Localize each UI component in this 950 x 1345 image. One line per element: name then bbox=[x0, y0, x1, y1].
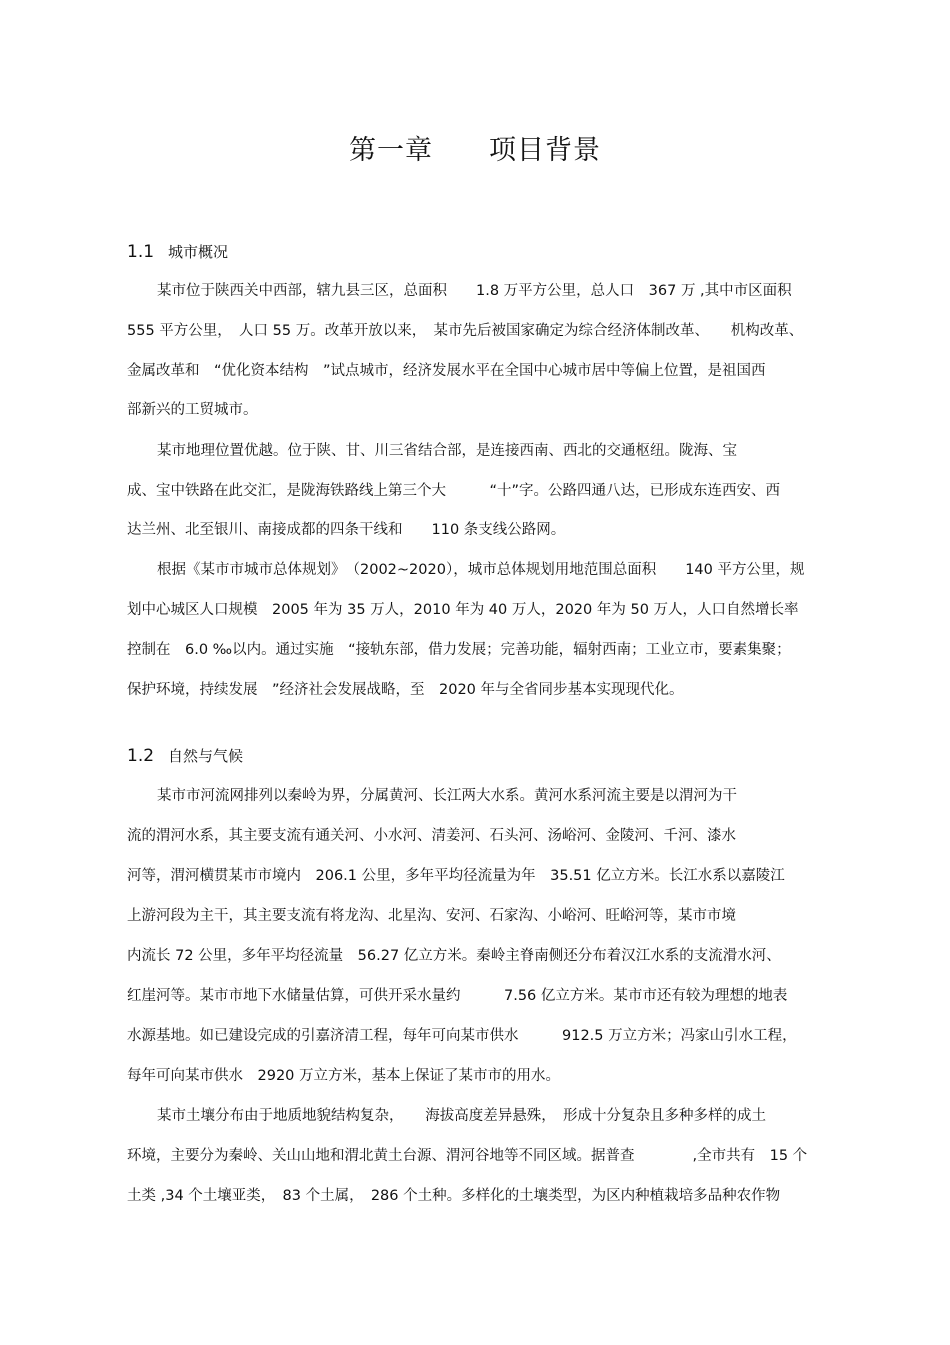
paragraph-line: 每年可向某市供水 2920 万立方米，基本上保证了某市市的用水。 bbox=[127, 1068, 561, 1084]
paragraph-line: 成、宝中铁路在此交汇，是陇海铁路线上第三个大 “十”字。公路四通八达，已形成东连西安、西 bbox=[127, 483, 781, 499]
paragraph-line: 部新兴的工贸城市。 bbox=[127, 402, 258, 418]
paragraph-line: 某市土壤分布由于地质地貌结构复杂， 海拔高度差异悬殊， 形成十分复杂且多种多样的成土 bbox=[157, 1108, 766, 1124]
paragraph-line: 红崖河等。某市市地下水储量估算，可供开采水量约 7.56 亿立方米。某市市还有较为理想的地表 bbox=[127, 988, 788, 1004]
paragraph-line: 河等，渭河横贯某市市境内 206.1 公里，多年平均径流量为年 35.51 亿立方米。长江水系以嘉陵江 bbox=[127, 868, 785, 884]
paragraph-line: 划中心城区人口规模 2005 年为 35 万人，2010 年为 40 万人，2020 年为 50 万人，人口自然增长率 bbox=[127, 602, 799, 618]
section-title: 城市概况 bbox=[168, 243, 229, 261]
paragraph-line: 土类 ,34 个土壤亚类， 83 个土属， 286 个土种。多样化的土壤类型，为区内种植栽培多品种农作物 bbox=[127, 1188, 781, 1204]
section-number: 1.1 bbox=[127, 242, 155, 262]
paragraph-line: 达兰州、北至银川、南接成都的四条干线和 110 条支线公路网。 bbox=[127, 522, 566, 538]
section-number: 1.2 bbox=[127, 746, 155, 766]
paragraph-line: 保护环境，持续发展 ”经济社会发展战略，至 2020 年与全省同步基本实现现代化。 bbox=[127, 682, 684, 698]
paragraph-line: 流的渭河水系，其主要支流有通关河、小水河、清姜河、石头河、汤峪河、金陵河、千河、漆水 bbox=[127, 828, 736, 844]
paragraph-line: 上游河段为主干，其主要支流有将龙沟、北星沟、安河、石家沟、小峪河、旺峪河等，某市市境 bbox=[127, 908, 736, 924]
paragraph-line: 金属改革和 “优化资本结构 ”试点城市，经济发展水平在全国中心城市居中等偏上位置，是祖国西 bbox=[127, 363, 766, 379]
chapter-title: 第一章 项目背景 bbox=[349, 135, 601, 166]
paragraph-line: 某市位于陕西关中西部，辖九县三区，总面积 1.8 万平方公里，总人口 367 万 ,其中市区面积 bbox=[157, 283, 792, 299]
paragraph-line: 某市市河流网排列以秦岭为界，分属黄河、长江两大水系。黄河水系河流主要是以渭河为干 bbox=[157, 788, 737, 804]
paragraph-line: 某市地理位置优越。位于陕、甘、川三省结合部，是连接西南、西北的交通枢纽。陇海、宝 bbox=[157, 443, 737, 459]
paragraph-line: 内流长 72 公里，多年平均径流量 56.27 亿立方米。秦岭主脊南侧还分布着汉江水系的支流滑水河、 bbox=[127, 948, 781, 964]
section-heading-1-2 bbox=[127, 745, 243, 766]
section-title: 自然与气候 bbox=[168, 747, 244, 765]
paragraph-line: 环境，主要分为秦岭、关山山地和渭北黄土台源、渭河谷地等不同区域。据普查 ,全市共有 15 个 bbox=[127, 1148, 808, 1164]
paragraph-line: 根据《某市市城市总体规划》 （2002~2020），城市总体规划用地范围总面积 140 平方公里，规 bbox=[157, 562, 805, 578]
paragraph-line: 控制在 6.0 ‰以内。通过实施 “接轨东部，借力发展；完善功能，辐射西南；工业立市，要素集聚； bbox=[127, 642, 791, 658]
paragraph-line: 水源基地。如已建设完成的引嘉济清工程，每年可向某市供水 912.5 万立方米；冯家山引水工程， bbox=[127, 1028, 797, 1044]
section-heading-1-1 bbox=[127, 241, 228, 262]
paragraph-line: 555 平方公里， 人口 55 万。改革开放以来， 某市先后被国家确定为综合经济体制改革、 机构改革、 bbox=[127, 323, 804, 339]
